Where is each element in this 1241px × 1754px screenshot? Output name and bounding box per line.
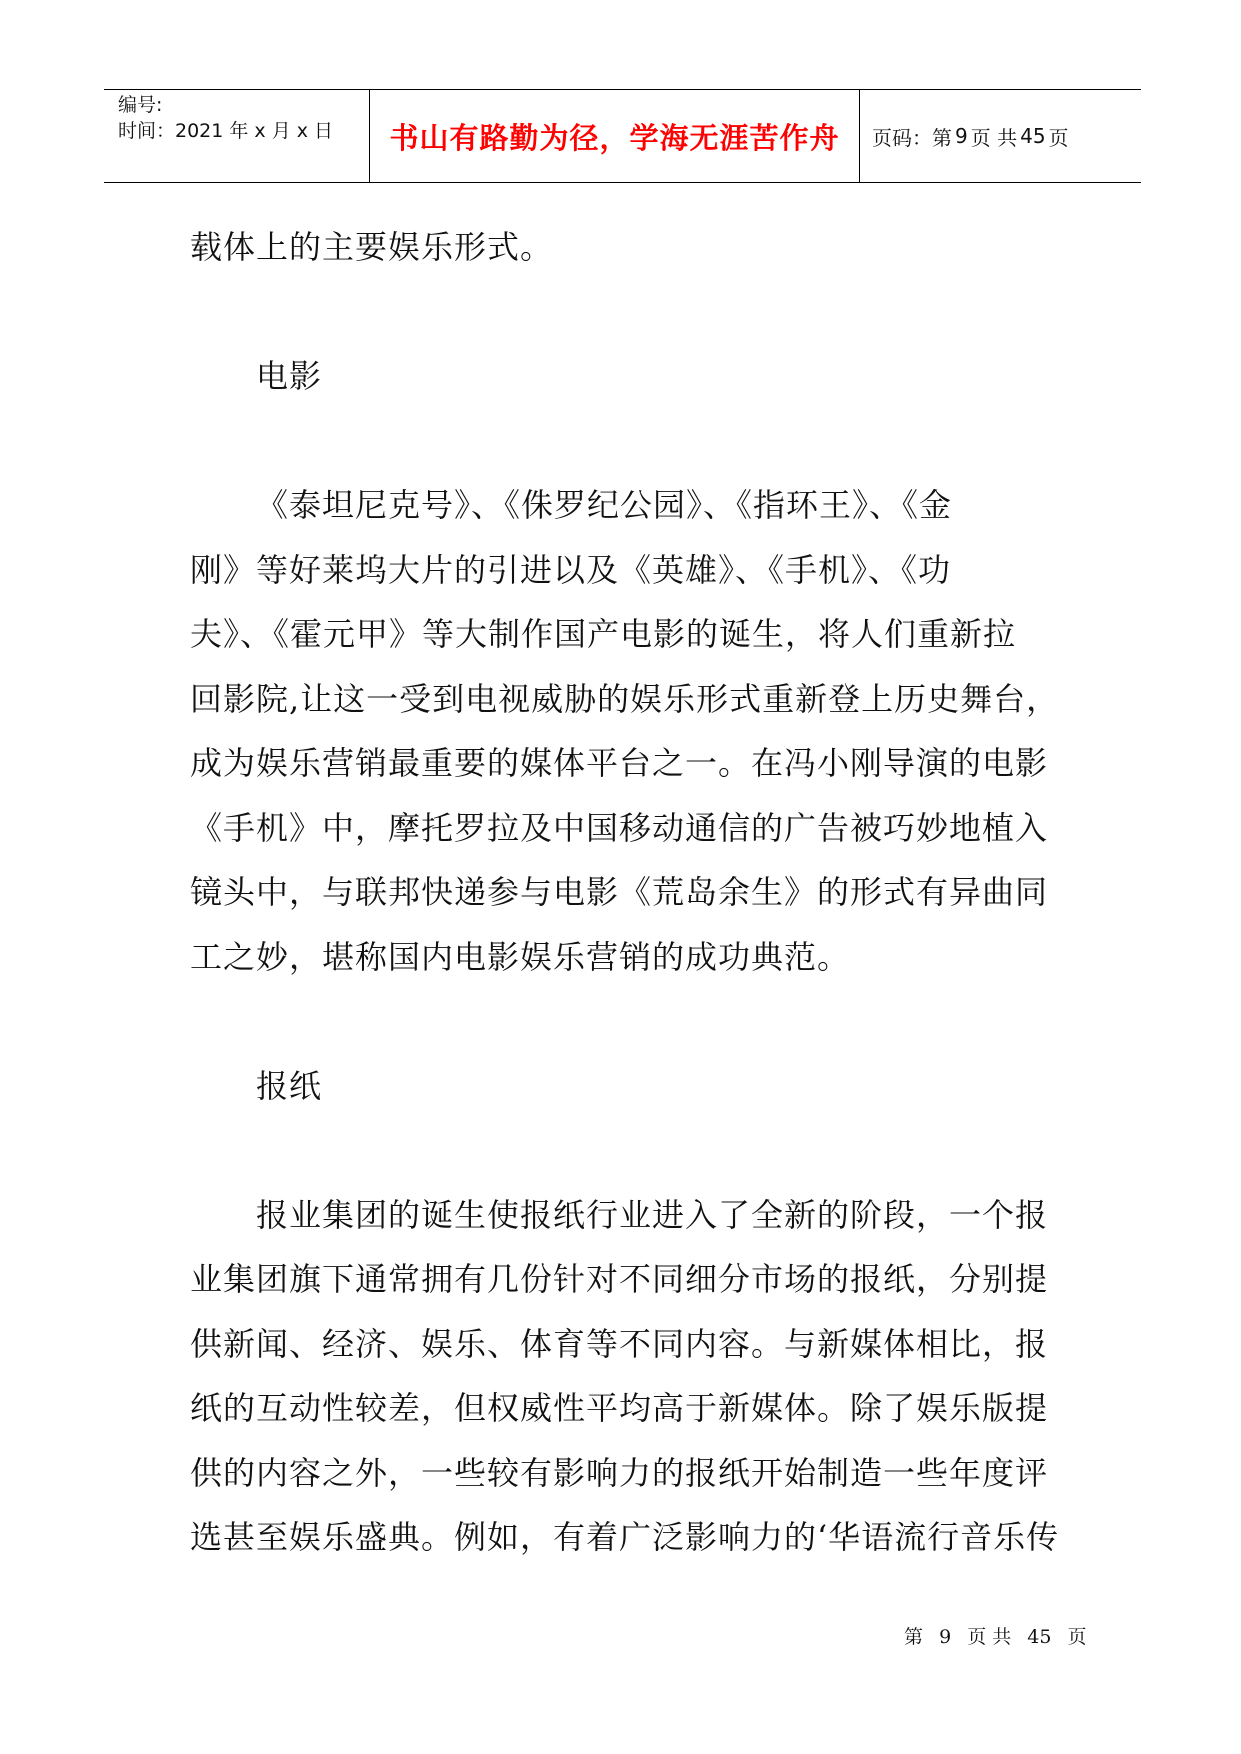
footer-prefix: 第 bbox=[904, 1626, 924, 1648]
header-motto-cell bbox=[370, 90, 860, 182]
body-line: 镜头中，与联邦快递参与电影《荒岛余生》的形式有异曲同 bbox=[190, 873, 1049, 911]
body-line: 工之妙，堪称国内电影娱乐营销的成功典范。 bbox=[190, 937, 851, 976]
header-motto: 书山有路勤为径，学海无涯苦作舟 bbox=[389, 120, 840, 155]
body-line: 《泰坦尼克号》、《侏罗纪公园》、《指环王》、《金 bbox=[256, 486, 953, 524]
header-page-current: 9 bbox=[955, 124, 968, 148]
body-line: 刚》等好莱坞大片的引进以及《英雄》、《手机》、《功 bbox=[190, 550, 952, 589]
header-page-cell bbox=[860, 90, 1141, 182]
page-header bbox=[104, 89, 1141, 183]
body-line: 供的内容之外，一些较有影响力的报纸开始制造一些年度评 bbox=[190, 1453, 1049, 1492]
body-line: 业集团旗下通常拥有几份针对不同细分市场的报纸，分别提 bbox=[190, 1260, 1049, 1298]
body-line: 供新闻、经济、娱乐、体育等不同内容。与新媒体相比，报 bbox=[190, 1324, 1049, 1363]
section-heading-film: 电影 bbox=[256, 357, 323, 395]
header-page-suffix: 页 bbox=[1048, 125, 1069, 150]
document-body bbox=[190, 215, 1058, 1570]
body-line: 纸的互动性较差，但权威性平均高于新媒体。除了娱乐版提 bbox=[190, 1389, 1049, 1427]
paragraph-gap bbox=[190, 989, 1058, 1054]
body-line: 夫》、《霍元甲》等大制作国产电影的诞生，将人们重新拉 bbox=[190, 615, 1017, 653]
paragraph-gap bbox=[190, 280, 1058, 345]
body-line: 成为娱乐营销最重要的媒体平台之一。在冯小刚导演的电影 bbox=[190, 744, 1049, 782]
header-number-label: 编号: bbox=[118, 94, 163, 116]
footer-suffix: 页 bbox=[1067, 1626, 1087, 1648]
page-footer bbox=[904, 1622, 1097, 1649]
body-line: 回影院,让这一受到电视威胁的娱乐形式重新登上历史舞台， bbox=[190, 679, 1060, 718]
footer-page-total: 45 bbox=[1027, 1626, 1052, 1648]
paragraph-gap bbox=[190, 1118, 1058, 1183]
header-meta-cell bbox=[104, 90, 370, 182]
footer-mid: 页 共 bbox=[967, 1626, 1012, 1648]
paragraph-gap bbox=[190, 409, 1058, 474]
header-time-label: 时间：2021 年 x 月 x 日 bbox=[118, 120, 334, 142]
body-line: 载体上的主要娱乐形式。 bbox=[190, 228, 554, 266]
header-page-total: 45 bbox=[1020, 124, 1046, 148]
body-line: 选甚至娱乐盛典。例如，有着广泛影响力的‘华语流行音乐传 bbox=[190, 1518, 1060, 1556]
header-page-mid: 页 共 bbox=[970, 125, 1018, 150]
section-heading-newspaper: 报纸 bbox=[256, 1066, 323, 1105]
footer-page-current: 9 bbox=[939, 1626, 952, 1648]
header-page-prefix: 页码：第 bbox=[872, 125, 952, 150]
body-line: 《手机》中，摩托罗拉及中国移动通信的广告被巧妙地植入 bbox=[190, 808, 1049, 847]
body-line: 报业集团的诞生使报纸行业进入了全新的阶段，一个报 bbox=[256, 1195, 1049, 1234]
